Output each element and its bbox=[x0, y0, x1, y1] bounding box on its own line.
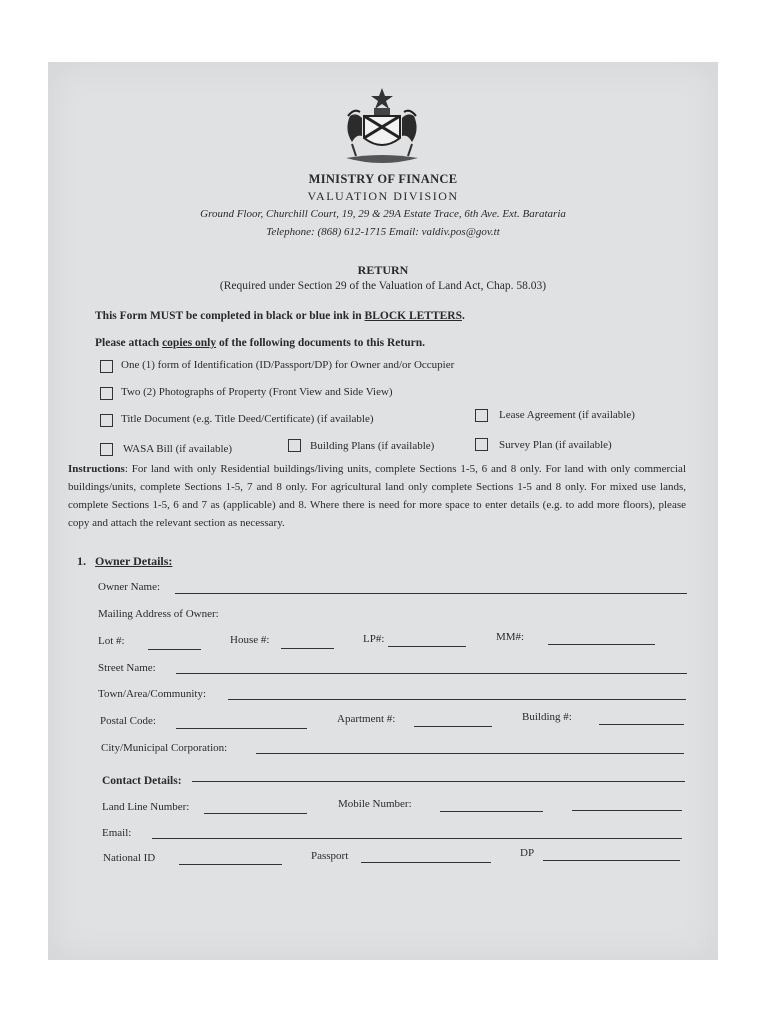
doc-label-building-plans: Building Plans (if available) bbox=[310, 440, 435, 452]
form-title: RETURN bbox=[357, 263, 409, 277]
town-label: Town/Area/Community: bbox=[98, 688, 206, 700]
notice-text: This Form MUST be completed in black or blue ink in bbox=[95, 310, 365, 322]
ink-requirement-notice bbox=[95, 310, 465, 322]
checkbox-lease-agreement[interactable] bbox=[475, 409, 488, 422]
city-input[interactable] bbox=[256, 739, 684, 754]
national-id-input[interactable] bbox=[179, 850, 282, 865]
attach-text: Please attach bbox=[95, 337, 163, 349]
doc-label-title-document: Title Document (e.g. Title Deed/Certificate) (if available) bbox=[121, 413, 374, 425]
instructions-text: : For land with only Residential buildings/living units, complete Sections 1-5, 6 and 8 only. For land with only commercial buildings/units, complete Sections 1-5, 7 and 8 only. For agricultural land only complete Sections 1-5 and 8 only. For mixed use lands, complete Sections 1-5, 6 and 7 as (applicable) and 8. Where there is need for more space to enter details (e.g. to add more floors), please copy and attach the relevant section as necessary. bbox=[68, 463, 686, 529]
mailing-address-label: Mailing Address of Owner: bbox=[98, 608, 219, 620]
checkbox-title-document[interactable] bbox=[100, 414, 113, 427]
mobile-label: Mobile Number: bbox=[338, 798, 412, 810]
legal-reference: (Required under Section 29 of the Valuation of Land Act, Chap. 58.03) bbox=[219, 280, 547, 292]
street-name-label: Street Name: bbox=[98, 662, 156, 674]
office-address: Ground Floor, Churchill Court, 19, 29 & 29A Estate Trace, 6th Ave. Ext. Barataria bbox=[200, 208, 566, 220]
notice-end: . bbox=[462, 310, 465, 322]
apartment-input[interactable] bbox=[414, 712, 492, 727]
email-label: Email: bbox=[102, 827, 132, 839]
landline-label: Land Line Number: bbox=[102, 801, 190, 813]
street-name-input[interactable] bbox=[176, 659, 687, 674]
lp-input[interactable] bbox=[388, 632, 466, 647]
contact-details-heading: Contact Details: bbox=[102, 775, 182, 787]
mm-input[interactable] bbox=[548, 630, 655, 645]
doc-label-photographs: Two (2) Photographs of Property (Front View and Side View) bbox=[121, 386, 393, 398]
notice-emphasis: BLOCK LETTERS bbox=[364, 310, 463, 322]
instructions-paragraph bbox=[68, 460, 686, 532]
passport-input[interactable] bbox=[361, 848, 491, 863]
building-label: Building #: bbox=[522, 711, 572, 723]
house-input[interactable] bbox=[281, 634, 334, 649]
dp-label: DP bbox=[520, 847, 535, 859]
landline-input[interactable] bbox=[204, 799, 307, 814]
lp-label: LP#: bbox=[363, 633, 385, 645]
checkbox-identification[interactable] bbox=[100, 360, 113, 373]
apartment-label: Apartment #: bbox=[337, 713, 396, 725]
doc-label-survey-plan: Survey Plan (if available) bbox=[499, 439, 612, 451]
instructions-lead: Instructions bbox=[68, 463, 125, 475]
division-name: VALUATION DIVISION bbox=[307, 189, 459, 203]
mobile-input[interactable] bbox=[440, 797, 543, 812]
doc-label-wasa-bill: WASA Bill (if available) bbox=[123, 443, 233, 455]
dp-input[interactable] bbox=[543, 846, 680, 861]
contact-phone-email: Telephone: (868) 612-1715 Email: valdiv.pos@gov.tt bbox=[266, 226, 500, 238]
mobile-alt-input[interactable] bbox=[572, 796, 682, 811]
form-page bbox=[48, 62, 718, 960]
doc-label-identification: One (1) form of Identification (ID/Passport/DP) for Owner and/or Occupier bbox=[121, 359, 455, 371]
section-number: 1. bbox=[77, 554, 86, 568]
contact-divider bbox=[192, 781, 685, 782]
passport-label: Passport bbox=[311, 850, 349, 862]
email-input[interactable] bbox=[152, 824, 682, 839]
checkbox-survey-plan[interactable] bbox=[475, 438, 488, 451]
lot-label: Lot #: bbox=[98, 635, 125, 647]
section-name: Owner Details: bbox=[95, 554, 173, 568]
house-label: House #: bbox=[230, 634, 270, 646]
attach-documents-notice bbox=[95, 337, 425, 349]
checkbox-building-plans[interactable] bbox=[288, 439, 301, 452]
lot-input[interactable] bbox=[148, 635, 201, 650]
city-label: City/Municipal Corporation: bbox=[101, 742, 228, 754]
attach-emphasis: copies only bbox=[162, 337, 217, 349]
checkbox-photographs[interactable] bbox=[100, 387, 113, 400]
building-input[interactable] bbox=[599, 710, 684, 725]
ministry-name: MINISTRY OF FINANCE bbox=[308, 172, 458, 186]
owner-name-label: Owner Name: bbox=[98, 581, 161, 593]
postal-code-input[interactable] bbox=[176, 714, 307, 729]
coat-of-arms-icon bbox=[340, 86, 424, 168]
town-input[interactable] bbox=[228, 685, 686, 700]
postal-code-label: Postal Code: bbox=[100, 715, 156, 727]
section-owner-details-title bbox=[77, 554, 172, 569]
owner-name-input[interactable] bbox=[175, 579, 687, 594]
doc-label-lease-agreement: Lease Agreement (if available) bbox=[499, 409, 635, 421]
attach-end: of the following documents to this Return. bbox=[216, 337, 425, 349]
checkbox-wasa-bill[interactable] bbox=[100, 443, 113, 456]
national-id-label: National ID bbox=[103, 852, 156, 864]
mm-label: MM#: bbox=[496, 631, 525, 643]
